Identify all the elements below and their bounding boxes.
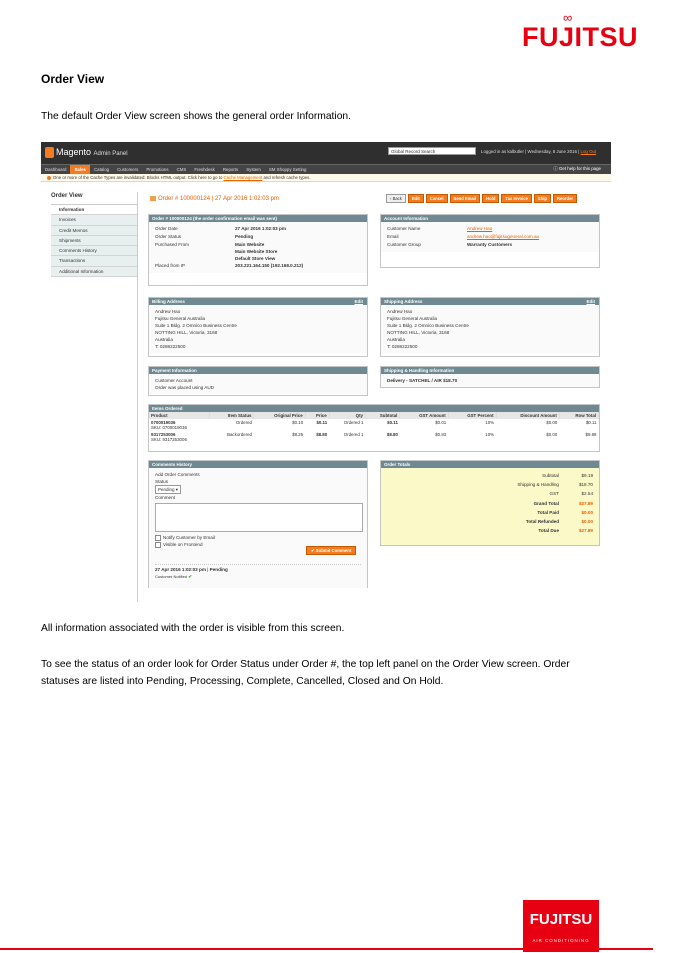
nav-system[interactable]: System	[246, 167, 261, 172]
warning-icon	[47, 176, 51, 180]
order-totals-header: Order Totals	[381, 461, 599, 468]
shipping-handling-box	[380, 366, 600, 388]
items-table-header: Product Item Status Original Price Price Qty Subtotal GST Amount GST Percent Discount Amount Row Total	[149, 412, 599, 419]
sidebar-title: Order View	[51, 193, 137, 205]
payment-info-header: Payment Information	[149, 367, 367, 374]
footer-logo-text: FUJITSU	[529, 911, 593, 928]
shipping-address-header: Shipping Address Edit	[381, 298, 599, 305]
order-sidebar	[51, 193, 137, 277]
items-table	[149, 412, 599, 443]
billing-address-lines: Andrew Hao Fujitsu General Australia Suite 1 Bldg. 2 Omnico Business Centre NOTTING HILL, Victoria, 3168 Australia T: 0288222500	[149, 305, 367, 353]
customer-group: Warranty Customers	[467, 242, 513, 247]
magento-screenshot	[41, 142, 611, 604]
ship-button[interactable]: Ship	[534, 194, 551, 203]
back-button[interactable]: ‹ Back	[386, 194, 406, 203]
sidebar-divider	[137, 192, 138, 602]
help-link[interactable]: ⓘ Get help for this page	[553, 166, 601, 171]
user-info: Logged in as kalbutler | Wednesday, 8 June 2016 | Log Out	[481, 149, 597, 154]
shipping-edit-link[interactable]: Edit	[586, 299, 595, 304]
infinity-mark-icon: ∞	[563, 10, 573, 25]
order-actions	[384, 194, 577, 203]
after-text: All information associated with the order is visible from this screen.	[41, 623, 345, 634]
account-info-header: Account Information	[381, 215, 599, 222]
sidebar-item-shipments[interactable]: Shipments	[51, 236, 137, 246]
nav-customers[interactable]: Customers	[117, 167, 139, 172]
cache-management-link[interactable]: Cache Management	[223, 175, 263, 180]
send-email-button[interactable]: Send Email	[450, 194, 481, 203]
order-info-box: Order # 100000124 (the order confirmation email was sent) Order Date 27 Apr 2016 1:02:03 pm Order Status Pending Purchased From Main Website Main Website Store Default Store View Placed from IP 203.221.164.150 (192.168.0.212)	[148, 214, 368, 286]
nav-cms[interactable]: CMS	[176, 167, 187, 172]
edit-button[interactable]: Edit	[408, 194, 424, 203]
sidebar-item-additional-information[interactable]: Additional Information	[51, 267, 137, 277]
notify-customer-checkbox[interactable]	[155, 535, 161, 541]
page-title: Order View	[41, 72, 105, 86]
comments-history-header: Comments History	[149, 461, 367, 468]
comment-entry: 27 Apr 2016 1:02:03 pm | Pending Customer Notified ✔	[155, 567, 228, 579]
global-search-input[interactable]: Global Record Search	[388, 147, 476, 155]
items-ordered-box	[148, 404, 600, 452]
sidebar-item-credit-memos[interactable]: Credit Memos	[51, 226, 137, 236]
customer-email-link[interactable]: andrew.hao@fujitsugeneral.com.au	[467, 234, 540, 239]
reorder-button[interactable]: Reorder	[553, 194, 577, 203]
table-row: 0700019036 SKU: 0700019036 Ordered $0.10 $0.11 Ordered 1 $0.11 $0.01 10% $0.00 $0.11	[151, 420, 597, 430]
fujitsu-logo	[522, 10, 639, 56]
order-status: Pending	[235, 234, 254, 239]
total-row: Total Refunded $0.00	[525, 518, 593, 524]
footer-logo-subtitle: AIR CONDITIONING	[532, 938, 590, 943]
fujitsu-footer-logo	[523, 900, 599, 952]
placed-from-ip: 203.221.164.150 (192.168.0.212)	[235, 263, 304, 268]
payment-info-box: Payment Information Customer Account Order was placed using AUD	[148, 366, 368, 396]
nav-catalog[interactable]: Catalog	[93, 167, 110, 172]
order-icon	[150, 196, 156, 201]
order-date: 27 Apr 2016 1:02:03 pm	[235, 226, 286, 231]
order-info-header: Order # 100000124 (the order confirmation email was sent)	[149, 215, 367, 222]
billing-edit-link[interactable]: Edit	[354, 299, 363, 304]
shipping-handling-header: Shipping & Handling Information	[381, 367, 599, 374]
total-row: Subtotal $9.19	[542, 473, 593, 478]
magento-logo: Magento Admin Panel	[45, 147, 128, 158]
billing-address-header: Billing Address Edit	[149, 298, 367, 305]
shipping-address-lines: Andrew Hao Fujitsu General Australia Suite 1 Bldg. 2 Omnico Business Centre NOTTING HILL, Victoria, 3168 Australia T: 0288222500	[381, 305, 599, 353]
submit-comment-button[interactable]: ✔ Submit Comment	[306, 546, 356, 555]
order-totals-box	[380, 460, 600, 546]
nav-dashboard[interactable]: Dashboard	[45, 167, 67, 172]
sidebar-item-comments-history[interactable]: Comments History	[51, 246, 137, 256]
sidebar-item-information[interactable]: Information	[51, 205, 137, 215]
items-ordered-header: Items Ordered	[149, 405, 599, 412]
comment-textarea[interactable]	[155, 503, 363, 532]
customer-name-link[interactable]: Andrew Hao	[467, 226, 493, 231]
account-info-box: Account Information Customer Name Andrew Hao Email andrew.hao@fujitsugeneral.com.au Customer Group Warranty Customers	[380, 214, 600, 268]
footer-rule	[0, 948, 653, 950]
magento-logo-icon	[45, 147, 54, 158]
billing-address-box	[148, 297, 368, 357]
nav-sm-shoppy[interactable]: SM Shoppy Setting	[268, 167, 307, 172]
cache-notice: One or more of the Cache Types are invalidated: Blocks HTML output. Click here to go to Cache Management and refresh cache types.	[41, 174, 611, 182]
notified-check-icon: ✔	[188, 574, 193, 579]
logout-link[interactable]: Log Out	[580, 149, 597, 154]
tax-invoice-button[interactable]: Tax Invoice	[501, 194, 532, 203]
totals-list	[381, 468, 599, 535]
comment-status-select[interactable]: Pending ▾	[155, 485, 181, 494]
cancel-button[interactable]: Cancel	[426, 194, 448, 203]
status-explanation-line1: To see the status of an order look for Order Status under Order #, the top left panel on the Order View screen. Order	[41, 659, 570, 670]
main-nav	[41, 164, 611, 174]
total-row: Grand Total $27.89	[533, 500, 593, 506]
status-explanation-line2: statuses are listed into Pending, Processing, Complete, Cancelled, Closed and On Hold.	[41, 676, 444, 687]
total-row: Shipping & Handling $18.70	[517, 482, 593, 488]
total-row: GST $2.54	[549, 491, 593, 497]
nav-promotions[interactable]: Promotions	[146, 167, 169, 172]
purchased-from: Main Website Main Website Store Default Store View	[235, 242, 278, 261]
table-row: 9317253006 SKU: 9317253006 Backordered $8.25 $8.80 Ordered 1 $8.80 $0.83 10% $0.00 $9.88	[151, 432, 597, 442]
admin-header	[41, 142, 611, 164]
nav-sales[interactable]: Sales	[70, 165, 89, 174]
sidebar-item-invoices[interactable]: Invoices	[51, 215, 137, 225]
shipping-address-box	[380, 297, 600, 357]
visible-frontend-checkbox[interactable]	[155, 542, 161, 548]
hold-button[interactable]: Hold	[482, 194, 499, 203]
comments-history-box: Comments History Add Order Comments Status Pending ▾ Comment Notify Customer by Email Visible on Frontend ✔ Submit Comment 27 Apr 2016 1:02:03 pm | Pending Customer Notified ✔	[148, 460, 368, 588]
order-title: Order # 100000124 | 27 Apr 2016 1:02:03 pm	[150, 196, 279, 202]
shipping-method: Delivery - SATCHEL / AIR $18.70	[387, 378, 458, 383]
intro-text: The default Order View screen shows the general order Information.	[41, 111, 352, 122]
nav-reports[interactable]: Reports	[222, 167, 239, 172]
fujitsu-logo-text: FUJITSU	[522, 22, 639, 52]
total-row: Total Paid $0.00	[537, 509, 593, 515]
nav-freshdesk[interactable]: Freshdesk	[194, 167, 215, 172]
total-row: Total Due $27.89	[538, 528, 593, 534]
sidebar-item-transactions[interactable]: Transactions	[51, 256, 137, 266]
